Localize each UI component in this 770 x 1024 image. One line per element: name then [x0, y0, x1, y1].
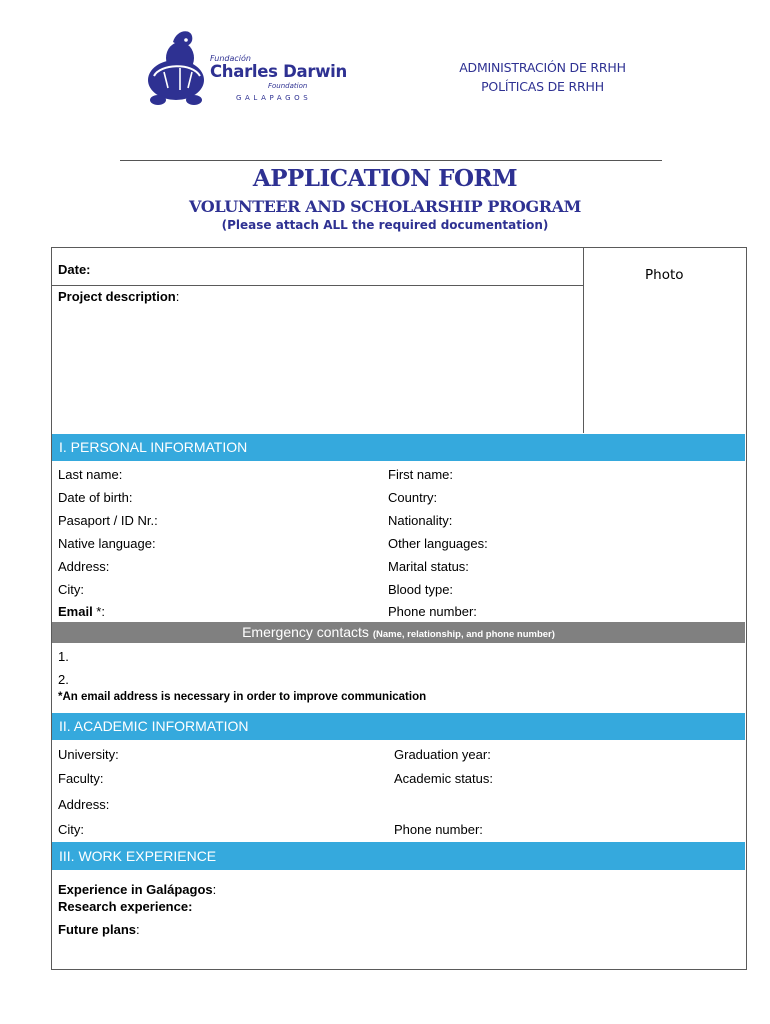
photo-placeholder[interactable]: Photo: [645, 267, 684, 283]
faculty-field[interactable]: Faculty:: [58, 771, 104, 786]
university-field[interactable]: University:: [58, 747, 119, 762]
address-field[interactable]: Address:: [58, 559, 110, 574]
emergency-contacts-note: (Name, relationship, and phone number): [372, 629, 555, 640]
date-divider: [52, 285, 583, 286]
header-divider: [120, 160, 662, 161]
project-description-label: Project description: [58, 289, 176, 304]
marital-status-field[interactable]: Marital status:: [388, 559, 469, 574]
other-languages-field[interactable]: Other languages:: [388, 536, 488, 551]
future-plans-colon: :: [136, 922, 140, 937]
research-experience-label: Research experience:: [58, 899, 193, 914]
last-name-field[interactable]: Last name:: [58, 467, 123, 482]
page-subtitle: VOLUNTEER AND SCHOLARSHIP PROGRAM: [189, 197, 581, 216]
email-label: Email: [58, 604, 93, 619]
academic-status-field[interactable]: Academic status:: [394, 771, 493, 786]
foundation-logo: [140, 28, 347, 120]
academic-address-field[interactable]: Address:: [58, 797, 110, 812]
first-name-field[interactable]: First name:: [388, 467, 454, 482]
email-footnote: *An email address is necessary in order to improve communication: [58, 691, 427, 703]
emergency-contact-1[interactable]: 1.: [58, 649, 69, 664]
country-field[interactable]: Country:: [388, 490, 438, 505]
academic-city-field[interactable]: City:: [58, 822, 84, 837]
future-plans-label: Future plans: [58, 922, 137, 937]
native-language-field[interactable]: Native language:: [58, 536, 156, 551]
department-line-1: ADMINISTRACIÓN DE RRHH: [459, 60, 626, 75]
personal-info-heading: I. PERSONAL INFORMATION: [52, 434, 745, 461]
galapagos-experience-label: Experience in Galápagos: [58, 882, 213, 897]
page-title: APPLICATION FORM: [252, 165, 518, 192]
passport-id-field[interactable]: Pasaport / ID Nr.:: [58, 513, 158, 528]
research-experience-field[interactable]: [58, 899, 192, 914]
project-description-field[interactable]: [58, 289, 179, 304]
logo-galapagos-text: GALAPAGOS: [236, 94, 312, 102]
emergency-contact-2[interactable]: 2.: [58, 672, 69, 687]
emergency-contacts-heading: [52, 622, 745, 643]
department-line-2: POLÍTICAS DE RRHH: [481, 79, 604, 94]
city-field[interactable]: City:: [58, 582, 84, 597]
logo-fundacion-text: Fundación: [210, 54, 251, 63]
future-plans-field[interactable]: [58, 922, 140, 937]
project-description-colon: :: [175, 289, 180, 304]
date-label: Date:: [58, 262, 91, 277]
academic-info-heading: II. ACADEMIC INFORMATION: [52, 713, 745, 740]
logo-brand-text: Charles Darwin: [210, 62, 347, 81]
academic-phone-field[interactable]: Phone number:: [394, 822, 483, 837]
work-experience-heading: III. WORK EXPERIENCE: [52, 842, 745, 870]
phone-number-field[interactable]: Phone number:: [388, 604, 477, 619]
tortoise-icon: [140, 28, 215, 108]
logo-foundation-text: Foundation: [268, 82, 308, 90]
documentation-note: (Please attach ALL the required documentation): [221, 218, 549, 232]
graduation-year-field[interactable]: Graduation year:: [394, 747, 491, 762]
date-of-birth-field[interactable]: Date of birth:: [58, 490, 133, 505]
photo-divider: [583, 248, 584, 433]
email-field[interactable]: [58, 604, 105, 619]
application-form: [51, 247, 747, 970]
email-required-mark: *:: [92, 604, 105, 619]
date-field[interactable]: [58, 262, 91, 277]
blood-type-field[interactable]: Blood type:: [388, 582, 454, 597]
emergency-contacts-title: Emergency contacts: [242, 624, 373, 640]
galapagos-experience-field[interactable]: [58, 882, 216, 897]
galapagos-experience-colon: :: [212, 882, 217, 897]
nationality-field[interactable]: Nationality:: [388, 513, 453, 528]
